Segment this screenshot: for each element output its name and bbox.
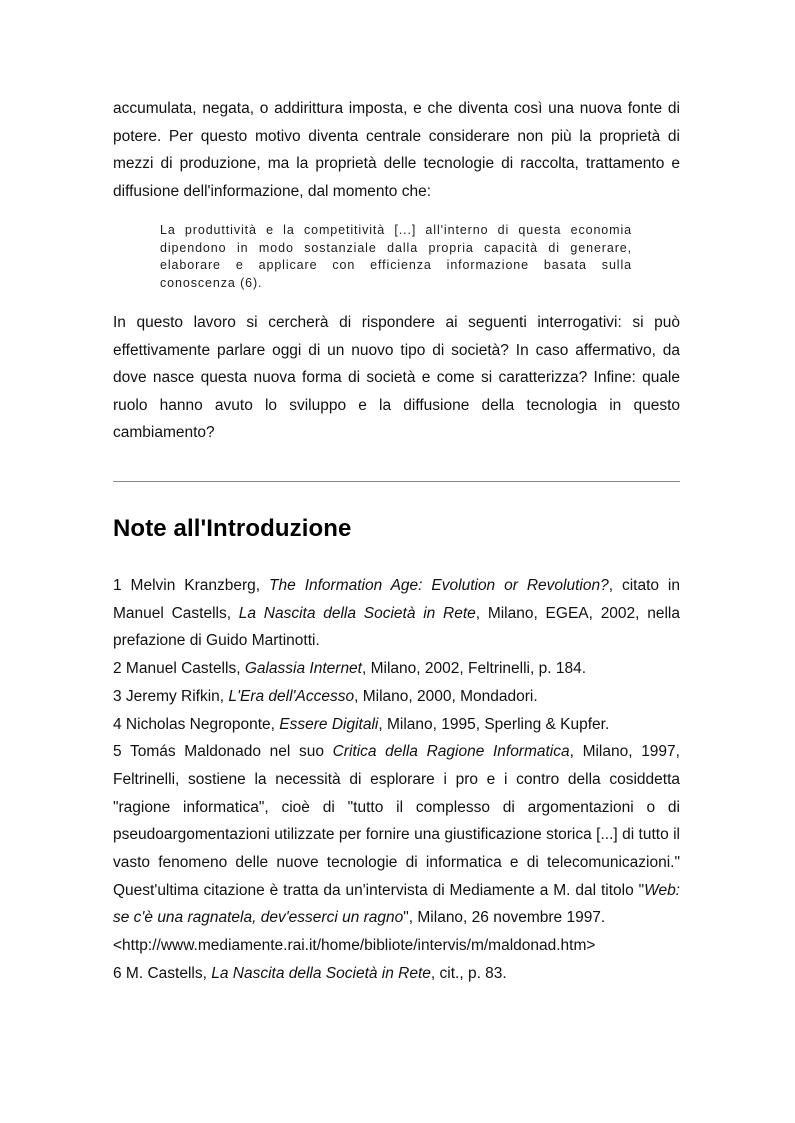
section-divider — [113, 481, 680, 482]
note-2: 2 Manuel Castells, Galassia Internet, Milano, 2002, Feltrinelli, p. 184. — [113, 660, 587, 678]
body-paragraph-2: In questo lavoro si cercherà di rispondere ai seguenti interrogativi: si può effettivamente parlare oggi di un nuovo tipo di società? In caso affermativo, da dove nasce questa nuova forma di società e come si caratterizza? Infine: quale ruolo hanno avuto lo sviluppo e la diffusione della tecnologia in questo cambiamento? — [113, 314, 680, 441]
note-5-title-1: Critica della Ragione Informatica — [332, 743, 570, 761]
note-1-title-2: La Nascita della Società in Rete — [238, 604, 476, 622]
body-paragraph-1: accumulata, negata, o addirittura imposta, e che diventa così una nuova fonte di potere. Per questo motivo diventa centrale considerare non più la proprietà di mezzi di produzione, ma la proprietà delle tecnologie di raccolta, trattamento e diffusione dell'informazione, dal momento che: — [113, 100, 680, 200]
note-3-title: L'Era dell'Accesso — [228, 687, 355, 705]
note-1: 1 Melvin Kranzberg, The Information Age: Evolution or Revolution?, citato in Manuel Castells, La Nascita della Società in Rete, Milano, EGEA, 2002, nella prefazione di Guido Martinotti. — [113, 577, 680, 650]
note-5: 5 Tomás Maldonado nel suo Critica della Ragione Informatica, Milano, 1997, Feltrinelli, sostiene la necessità di esplorare i pro e i contro della cosiddetta "ragione informatica", cioè di "tutto il complesso di argomentazioni o di pseudoargomentazioni utilizzate per fornire una giustificazione storica [...] di tutto il vasto fenomeno delle nuove tecnologie di informatica e di telecomunicazioni." Quest'ultima citazione è tratta da un'intervista di Mediamente a M. dal titolo "Web: se c'è una ragnatela, dev'esserci un ragno", Milano, 26 novembre 1997. — [113, 743, 680, 927]
note-6-title: La Nascita della Società in Rete — [211, 964, 431, 982]
notes-list — [113, 572, 680, 988]
notes-heading: Note all'Introduzione — [113, 515, 352, 542]
note-3: 3 Jeremy Rifkin, L'Era dell'Accesso, Milano, 2000, Mondadori. — [113, 687, 538, 705]
block-quote: La produttività e la competitività [...] all'interno di questa economia dipendono in modo sostanziale dalla propria capacità di generare, elaborare e applicare con efficienza informazione basata sulla conoscenza (6). — [160, 223, 632, 290]
note-1-title-1: The Information Age: Evolution or Revolution? — [269, 577, 609, 594]
note-4: 4 Nicholas Negroponte, Essere Digitali, Milano, 1995, Sperling & Kupfer. — [113, 715, 610, 733]
note-6: 6 M. Castells, La Nascita della Società in Rete, cit., p. 83. — [113, 964, 507, 982]
note-2-title: Galassia Internet — [244, 660, 362, 678]
note-5-title-2: Web: se c'è una ragnatela, dev'esserci un ragno — [113, 881, 680, 927]
note-4-title: Essere Digitali — [279, 715, 379, 733]
note-5-url: <http://www.mediamente.rai.it/home/bibliote/intervis/m/maldonad.htm> — [113, 937, 596, 955]
